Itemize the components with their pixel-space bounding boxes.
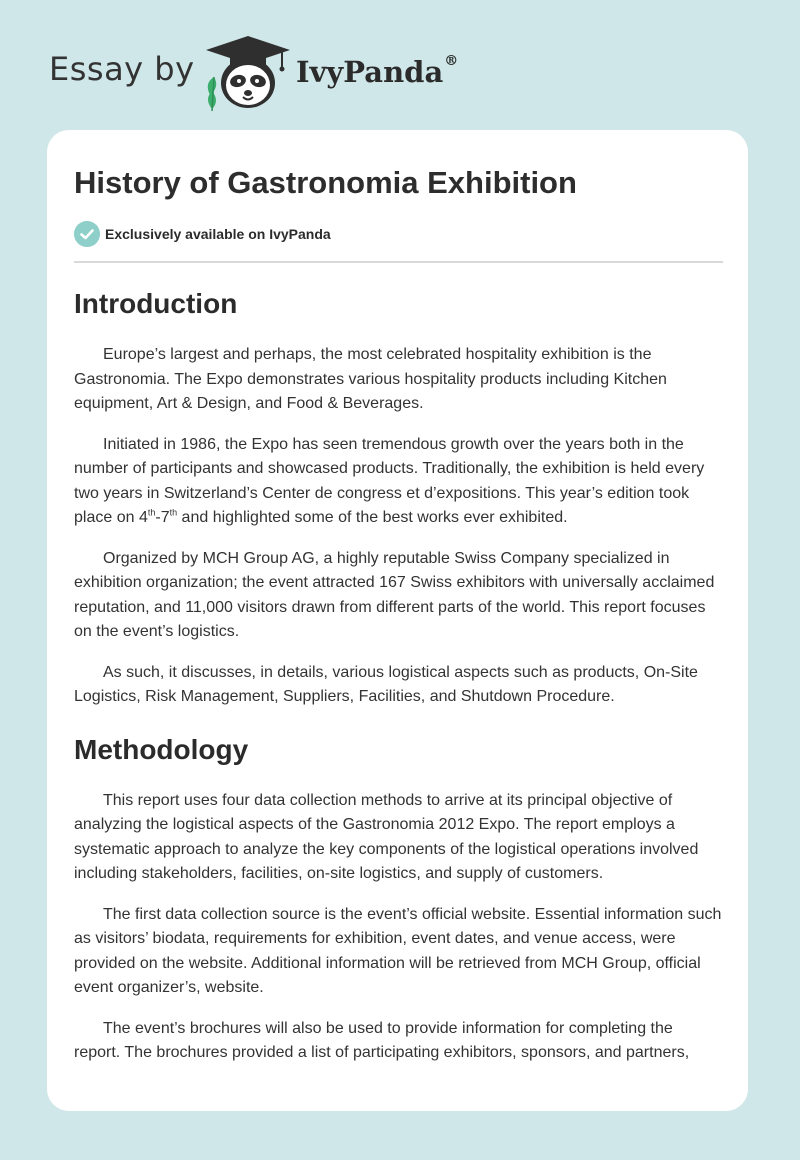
paragraph: As such, it discusses, in details, various logistical aspects such as products, On-Site Logistics, Risk Management, Suppliers, Facilities, and Shutdown Procedure. — [74, 663, 698, 705]
brand-prefix: Essay by — [49, 50, 195, 88]
paragraph: This report uses four data collection methods to arrive at its principal objective of analyzing the logistical aspects of the Gastronomia 2012 Expo. The report employs a systematic approach to analyze the key components of the logistical operations involved including stakeholders, facilities, on-site logistics, and supply of customers. — [74, 791, 699, 882]
paragraph: The first data collection source is the event’s official website. Essential information such as visitors’ biodata, requirements for exhibition, event dates, and venue access, were provided on the website. Additional information will be retrieved from MCH Group, official event organizer’s, website. — [74, 905, 722, 996]
exclusive-badge-label: Exclusively available on IvyPanda — [105, 226, 331, 242]
article-body — [74, 280, 723, 1066]
page-title: History of Gastronomia Exhibition — [74, 165, 577, 200]
brand-name: IvyPanda® — [296, 53, 459, 89]
check-circle-icon — [74, 221, 100, 247]
section-heading-introduction: Introduction — [74, 288, 238, 319]
panda-logo-icon[interactable] — [200, 33, 296, 113]
site-header — [0, 0, 800, 128]
paragraph: Europe’s largest and perhaps, the most celebrated hospitality exhibition is the Gastronomia. The Expo demonstrates various hospitality products including Kitchen equipment, Art & Design, and Food & Beverages. — [74, 346, 667, 412]
essay-card — [47, 130, 748, 1111]
registered-mark: ® — [444, 53, 459, 69]
paragraph: The event’s brochures will also be used to provide information for completing the report. The brochures provided a list of participating exhibitors, sponsors, and partners, — [74, 1019, 690, 1061]
section-heading-methodology: Methodology — [74, 733, 249, 765]
paragraph: Initiated in 1986, the Expo has seen tremendous growth over the years both in the number of participants and showcased products. Traditionally, the exhibition is held every two years in Switzerland’s Center de congress et d’expositions. This year’s edition took place on 4th-7th and highlighted some of the best works ever exhibited. — [74, 435, 705, 526]
paragraph: Organized by MCH Group AG, a highly reputable Swiss Company specialized in exhibition organization; the event attracted 167 Swiss exhibitors with universally acclaimed reputation, and 11,000 visitors drawn from different parts of the world. This report focuses on the event’s logistics. — [74, 549, 715, 640]
divider — [74, 261, 723, 263]
exclusive-badge — [74, 221, 331, 247]
